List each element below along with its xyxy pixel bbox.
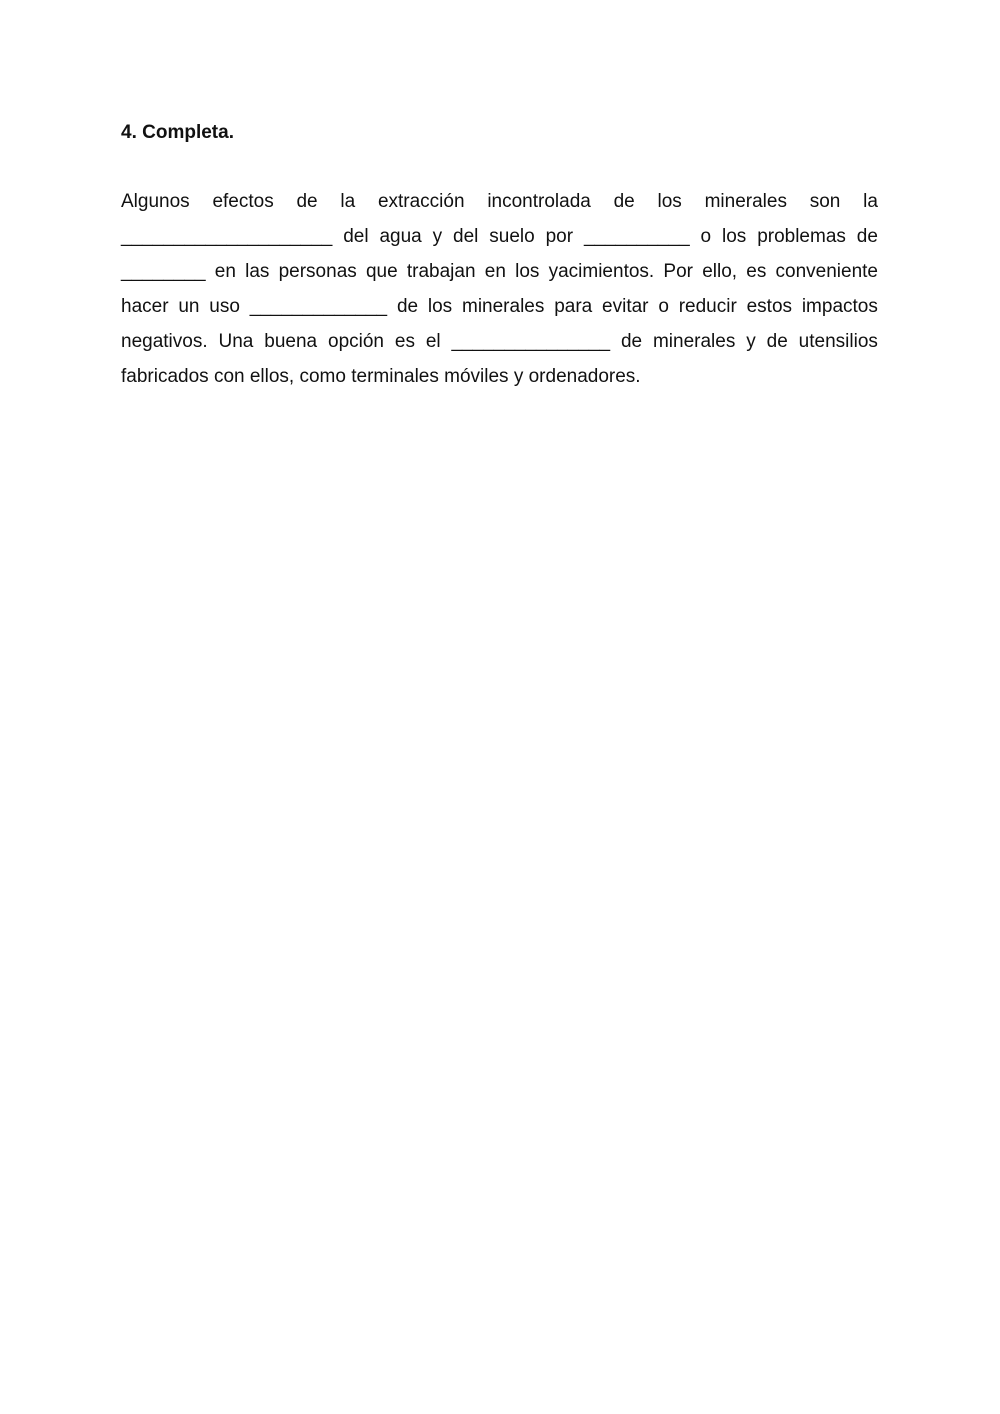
word: y [746,331,756,352]
word: extracción [377,191,465,212]
word: ello, [702,261,738,282]
word: Por [663,261,693,282]
word: de [613,191,635,212]
word: conveniente [775,261,878,282]
word: los [657,191,682,212]
word: los [427,296,453,317]
word: es [394,331,415,352]
word: agua [379,226,422,247]
blank-4[interactable]: _____________ [249,296,388,317]
word: buena [264,331,318,352]
word: incontrolada [487,191,591,212]
word: suelo [489,226,535,247]
paragraph-line [121,184,878,219]
paragraph-last-line: fabricados con ellos, como terminales móviles y ordenadores. [121,366,641,387]
word: de [296,191,318,212]
word: un [178,296,200,317]
word: de [856,226,878,247]
word: o [700,226,712,247]
blank-5[interactable]: _______________ [451,331,611,352]
word: el [425,331,441,352]
word: los [515,261,540,282]
word: evitar [602,296,649,317]
word: negativos. [121,331,208,352]
word: del [453,226,479,247]
word: las [245,261,270,282]
word: en [214,261,236,282]
word: opción [328,331,384,352]
fill-in-paragraph [121,184,878,394]
word: Una [218,331,254,352]
word: de [396,296,419,317]
word: minerales [704,191,787,212]
word: para [554,296,593,317]
word: por [545,226,574,247]
exercise-heading: 4. Completa. [121,122,234,143]
word: minerales [462,296,545,317]
word: la [863,191,878,212]
word: efectos [212,191,274,212]
word: del [343,226,369,247]
word: reducir [678,296,737,317]
word: en [484,261,506,282]
paragraph-line [121,324,878,359]
word: trabajan [406,261,476,282]
word: la [340,191,356,212]
word: es [746,261,767,282]
word: uso [209,296,240,317]
word: Algunos [121,191,190,212]
blank-1[interactable]: ____________________ [121,226,333,247]
word: los [722,226,747,247]
blank-2[interactable]: __________ [583,226,690,247]
word: que [365,261,398,282]
word: hacer [121,296,169,317]
word: problemas [757,226,846,247]
word: de [766,331,788,352]
word: utensilios [798,331,878,352]
word: minerales [652,331,736,352]
word: o [658,296,669,317]
word: personas [278,261,357,282]
word: de [620,331,643,352]
word: y [432,226,443,247]
word: estos [746,296,793,317]
paragraph-line [121,219,878,254]
word: impactos [801,296,878,317]
paragraph-line [121,289,878,324]
word: yacimientos. [548,261,655,282]
paragraph-line [121,254,878,289]
word: son [809,191,841,212]
blank-3[interactable]: ________ [121,261,206,282]
